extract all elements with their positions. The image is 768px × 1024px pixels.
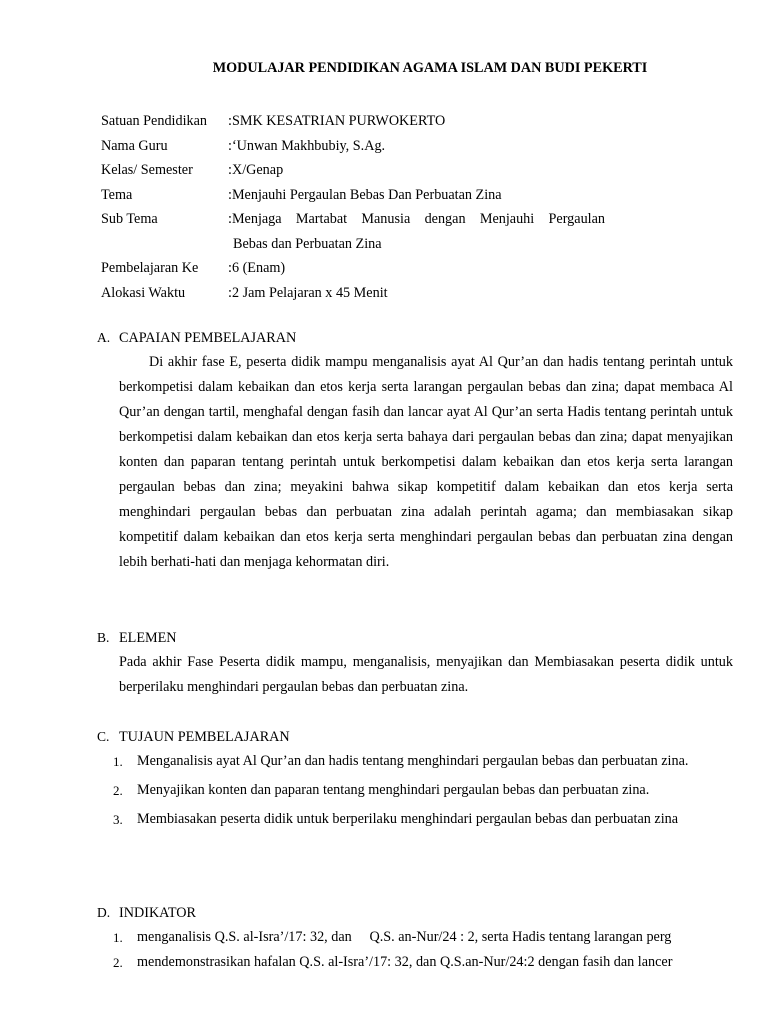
section-paragraph bbox=[97, 350, 733, 575]
section-heading bbox=[97, 725, 733, 749]
info-label: Tema bbox=[101, 186, 133, 203]
section-heading bbox=[97, 326, 733, 350]
info-value-continuation: Bebas dan Perbuatan Zina bbox=[233, 235, 382, 252]
info-label: Alokasi Waktu bbox=[101, 284, 186, 301]
list-item bbox=[113, 749, 733, 774]
document-title: MODULAJAR PENDIDIKAN AGAMA ISLAM DAN BUDI PEKERTI bbox=[212, 60, 648, 76]
list-item bbox=[113, 925, 733, 950]
section-title: INDIKATOR bbox=[119, 905, 196, 921]
section-letter: D. bbox=[97, 905, 111, 920]
objectives-list bbox=[97, 749, 733, 832]
info-row bbox=[101, 158, 741, 183]
info-row bbox=[101, 183, 741, 208]
info-row bbox=[101, 207, 741, 232]
section-elemen bbox=[97, 626, 733, 700]
indicator-list bbox=[97, 925, 733, 975]
section-indikator bbox=[97, 901, 733, 975]
section-letter: A. bbox=[97, 330, 111, 345]
info-value: :‘Unwan Makhbubiy, S.Ag. bbox=[228, 137, 386, 154]
list-item bbox=[113, 778, 733, 803]
list-text: Menganalisis ayat Al Qur’an dan hadis tentang menghindari pergaulan bebas dan perbuatan zina. bbox=[137, 753, 689, 769]
module-info-table bbox=[101, 109, 741, 305]
list-item bbox=[113, 950, 733, 975]
section-title: ELEMEN bbox=[119, 630, 177, 646]
info-value: :6 (Enam) bbox=[228, 260, 286, 276]
info-row bbox=[101, 109, 741, 134]
list-number: 1. bbox=[113, 930, 123, 945]
info-label: Pembelajaran Ke bbox=[101, 260, 199, 276]
info-value: :SMK KESATRIAN PURWOKERTO bbox=[228, 113, 446, 129]
section-heading bbox=[97, 626, 733, 650]
section-title: CAPAIAN PEMBELAJARAN bbox=[119, 330, 297, 346]
info-value: :Menjaga Martabat Manusia dengan Menjauhi Pergaulan bbox=[228, 211, 605, 227]
list-text: menganalisis Q.S. al-Isra’/17: 32, dan Q.S. an-Nur/24 : 2, serta Hadis tentang larangan perg bbox=[137, 929, 672, 945]
section-title: TUJAUN PEMBELAJARAN bbox=[119, 729, 290, 745]
info-label: Kelas/ Semester bbox=[101, 162, 193, 178]
list-item bbox=[113, 807, 733, 832]
info-value: :X/Genap bbox=[228, 162, 284, 178]
section-letter: C. bbox=[97, 729, 110, 744]
section-paragraph: Pada akhir Fase Peserta didik mampu, menganalisis, menyajikan dan Membiasakan peserta didik untuk berperilaku menghindari pergaulan bebas dan perbuatan zina. bbox=[119, 654, 733, 695]
info-value: :2 Jam Pelajaran x 45 Menit bbox=[228, 284, 388, 301]
list-number: 2. bbox=[113, 783, 123, 798]
info-label: Sub Tema bbox=[101, 211, 158, 227]
info-label: Satuan Pendidikan bbox=[101, 113, 207, 129]
section-heading bbox=[97, 901, 733, 925]
section-tujuan-pembelajaran bbox=[97, 725, 733, 832]
list-text: Menyajikan konten dan paparan tentang menghindari pergaulan bebas dan perbuatan zina. bbox=[137, 782, 650, 798]
section-capaian-pembelajaran bbox=[97, 326, 733, 575]
info-row bbox=[101, 256, 741, 281]
info-row bbox=[101, 281, 741, 306]
paragraph-text: Di akhir fase E, peserta didik mampu menganalisis ayat Al Qur’an dan hadis tentang perintah untuk berkompetisi dalam kebaikan dan etos kerja serta larangan pergaulan bebas dan zina; dapat membaca Al Qur’an dengan tartil, menghafal dengan fasih dan lancar ayat Al Qur’an serta Hadis tentang perintah untuk berkompetisi dalam kebaikan dan etos kerja serta bahaya dari pergaulan bebas dan zina; dapat menyajikan konten dan paparan tentang perintah untuk berkompetisi dalam kebaikan dan etos kerja serta larangan pergaulan bebas dan zina; meyakini bahwa sikap kompetitif dalam kebaikan dan etos kerja serta menghindari pergaulan bebas dan perbuatan zina adalah perintah agama; dan membiasakan sikap kompetitif dalam kebaikan dan etos kerja serta menghindari pergaulan bebas dan perbuatan zina dengan lebih berhati-hati dan menjaga kehormatan diri. bbox=[119, 354, 733, 570]
info-value: :Menjauhi Pergaulan Bebas Dan Perbuatan Zina bbox=[228, 186, 502, 203]
list-text: mendemonstrasikan hafalan Q.S. al-Isra’/17: 32, dan Q.S.an-Nur/24:2 dengan fasih dan lancer bbox=[137, 954, 673, 970]
list-number: 3. bbox=[113, 812, 123, 827]
list-number: 2. bbox=[113, 955, 123, 970]
list-text: Membiasakan peserta didik untuk berperilaku menghindari pergaulan bebas dan perbuatan zina bbox=[137, 811, 679, 827]
info-label: Nama Guru bbox=[101, 137, 168, 154]
section-letter: B. bbox=[97, 630, 110, 645]
info-row bbox=[101, 134, 741, 159]
list-number: 1. bbox=[113, 754, 123, 769]
